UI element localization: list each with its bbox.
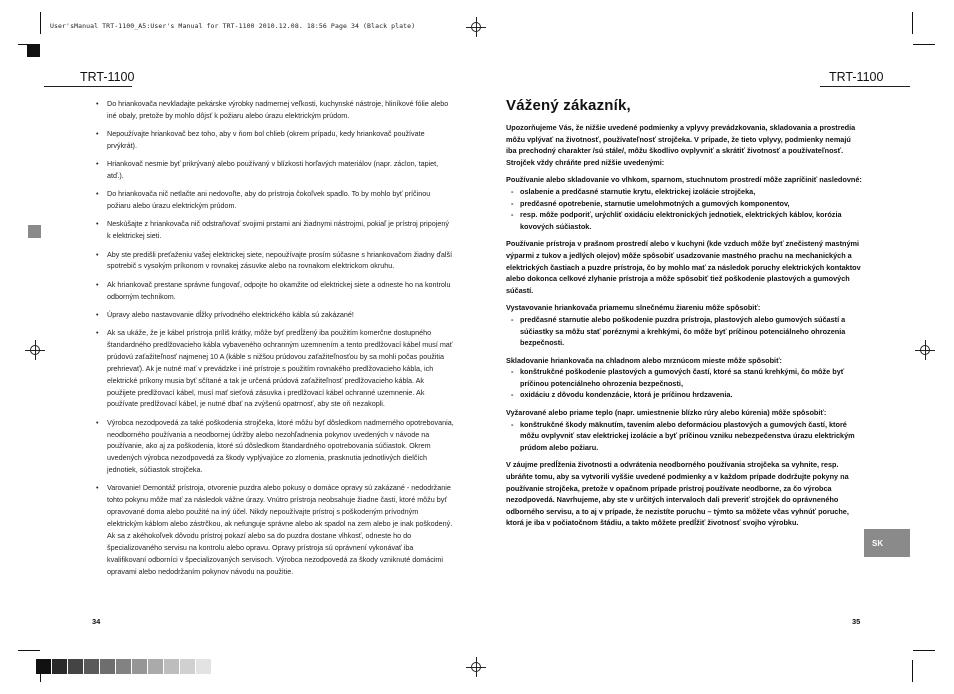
condition-section <box>506 355 862 401</box>
list-item: • Do hriankovača nevkladajte pekárske výrobky nadmernej veľkosti, kuchynské nástroje, hliníkové fólie alebo iné obaly, pretože by mohlo dôjsť k požiaru alebo úrazu elektrickým prúdom. <box>96 99 449 120</box>
condition-section <box>506 407 862 453</box>
list-item: • Aby ste predišli preťaženiu vašej elektrickej siete, nepoužívajte prosím súčasne s hriankovačom žiadny ďalší spotrebič s vysokým príkonom v rovnakej zásuvke alebo na rovnakom elektrickom okruhu. <box>96 249 453 271</box>
color-swatch <box>164 659 179 674</box>
crop-mark <box>40 12 41 34</box>
color-swatch <box>100 659 115 674</box>
crop-mark <box>912 12 913 34</box>
color-swatch <box>148 659 163 674</box>
print-slug: User'sManual TRT-1100_A5:User's Manual for TRT-1100 2010.12.08. 18:56 Page 34 (Black plate) <box>50 22 416 30</box>
list-item: • Do hriankovača nič netlačte ani nedovoľte, aby do prístroja čokoľvek spadlo. To by mohlo byť príčinou požiaru alebo úrazu elektrickým prúdom. <box>96 189 431 211</box>
list-item: - konštrukčné škody mäknutím, tavením alebo deformáciou plastových a gumových častí, ktoré môžu ovplyvniť stav elektrickej izolácie a byť príčinou vzniku nebezpečenstva úrazu elektrickým prúdom alebo požiaru. <box>511 419 855 452</box>
safety-list <box>96 98 454 578</box>
right-page-body <box>506 96 862 535</box>
color-bar-square <box>27 44 40 57</box>
color-swatch <box>196 659 211 674</box>
registration-mark-icon <box>469 20 483 34</box>
condition-list <box>506 186 862 232</box>
color-swatch <box>68 659 83 674</box>
left-page-body <box>96 98 454 584</box>
condition-list <box>506 419 862 454</box>
registration-mark-icon <box>28 343 42 357</box>
condition-section <box>506 302 862 348</box>
list-item: - predčasné opotrebenie, starnutie umelohmotných a gumových komponentov, <box>511 198 790 208</box>
section-title: Vyžarované alebo priame teplo (napr. umiestnenie blízko rúry alebo kúrenia) môže spôsobiť: <box>506 408 827 418</box>
list-item: • Výrobca nezodpovedá za také poškodenia strojčeka, ktoré môžu byť dôsledkom nadmerného opotrebovania, neodborného používania a neodbornej údržby alebo nezohľadnenia pokynov uvedených v návode na používanie, ako aj za poškodenia, ktoré sú dôsledkom štandardného opotrebovania súčiastok. Okrem uvedených výrobca nezodpovedá za škody vyplývajúce zo zlomenia, prasknutia jednotlivých dielčích jednotiek, súčiastok strojčeka. <box>96 417 454 475</box>
crop-mark <box>18 650 40 651</box>
crop-mark <box>913 650 935 651</box>
page-number-right: 35 <box>852 617 861 626</box>
page-number-left: 34 <box>92 617 101 626</box>
header-rule <box>820 86 910 87</box>
section-title: Skladovanie hriankovača na chladnom alebo mrznúcom mieste môže spôsobiť: <box>506 355 782 365</box>
list-item: • Úpravy alebo nastavovanie dĺžky prívodného elektrického kábla sú zakázané! <box>96 309 354 319</box>
list-item: - resp. môže podporiť, urýchliť oxidáciu elektronických jednotiek, elektrických káblov, korózia kovových súčiastok. <box>511 210 842 231</box>
section-title: Vystavovanie hriankovača priamemu slnečnému žiareniu môže spôsobiť: <box>506 303 761 313</box>
list-item: - oxidáciu z dôvodu kondenzácie, ktorá je príčinou hrdzavenia. <box>511 390 733 400</box>
condition-section <box>506 174 862 232</box>
list-item: • Ak hriankovač prestane správne fungovať, odpojte ho okamžite od elektrickej siete a odneste ho na kontrolu odborným technikom. <box>96 279 451 301</box>
color-swatch <box>52 659 67 674</box>
list-item: • Hriankovač nesmie byť prikrývaný alebo používaný v blízkosti horľavých materiálov (napr. záclon, tapiet, atď.). <box>96 159 439 181</box>
intro-paragraph: Upozorňujeme Vás, že nižšie uvedené podmienky a vplyvy prevádzkovania, skladovania a prostredia môžu vplývať na životnosť, používateľnosť strojčeka. V prípade, že tieto vplyvy, podmienky nemajú iba prechodný charakter /sú stále/, môžu škodlivo ovplyvniť a skrátiť životnosť a používateľnosť. Strojček vždy chráňte pred nižšie uvedenými: <box>506 123 856 167</box>
color-swatch <box>84 659 99 674</box>
right-model-title: TRT-1100 <box>829 70 884 84</box>
list-item: • Neskúšajte z hriankovača nič odstraňovať svojimi prstami ani žiadnymi nástrojmi, pokiaľ je prístroj pripojený k elektrickej sieti. <box>96 219 449 241</box>
closing-paragraph: V záujme predĺženia životnosti a odvrátenia neodborného používania strojčeka sa vyhnite, resp. ubráňte tomu, aby sa vytvorili vyššie uvedené podmienky a v každom prípade dodržujte pokyny na používanie strojčeka, pretože v opačnom prípade prístroj používate neodborne, za čo výrobca nezodpovedá. Navrhujeme, aby ste v určitých intervaloch dali preveriť strojček do oprávneného odborného servisu, a to aj v prípade, že nezistíte poruchu – týmto sa môžete včas vyhnúť poruche, ktorá je iba v počiatočnom štádiu, a takto môžete predĺžiť životnosť svojho výrobku. <box>506 460 849 528</box>
left-model-title: TRT-1100 <box>80 70 135 84</box>
condition-list <box>506 314 862 349</box>
registration-mark-icon <box>918 343 932 357</box>
color-swatch <box>132 659 147 674</box>
condition-list <box>506 366 862 401</box>
page-heading: Vážený zákazník, <box>506 97 631 114</box>
color-swatch <box>180 659 195 674</box>
crop-mark <box>912 660 913 682</box>
crop-mark <box>913 44 935 45</box>
list-item: • Ak sa ukáže, že je kábel prístroja príliš krátky, môže byť predĺžený iba použitím komerčne dostupného štandardného predlžovacieho kábla vybaveného ochranným uzemnením a tento predlžovací kábel musí mať prúdovú zaťažiteľnosť najmenej 10 A (káble s nižšou prúdovou zaťažiteľnosťou by sa mohli počas použitia prehrievať). Ak je nutné mať v prevádzke i iné prístroje s použitím rovnakého predlžovacieho kábla, ich elektrické príkony musia byť sčítané a tak je určená prúdová zaťažiteľnosť predlžovacieho kábla. Ak použijete predlžovací kábel, musí mať sieťová zásuvka i predlžovací kábel ochranné uzemnenie. Ak používate predlžovací kábel, je nutné dbať na zvýšenú opatrnosť, aby ste oň nezakopli. <box>96 327 453 409</box>
color-swatch <box>116 659 131 674</box>
list-item: - konštrukčné poškodenie plastových a gumových častí, ktoré sa stanú krehkými, čo môže byť príčinou potenciálneho ohrozenia bezpečnosti, <box>511 367 845 388</box>
side-marker <box>28 225 41 238</box>
condition-section <box>506 238 862 296</box>
header-rule <box>44 86 132 87</box>
list-item: • Varovanie! Demontáž prístroja, otvorenie puzdra alebo pokusy o domáce opravy sú zakázané - nedodržanie tohto pokynu môže mať za následok vážne úrazy. Vnútro prístroja neobsahuje žiadne časti, ktoré môžu byť opravované doma alebo použité na iný účel. Nikdy nepoužívajte prístroj s poškodeným prívodným elektrickým káblom alebo zástrčkou, ak nefunguje správne alebo ak spadol na zem alebo je inak poškodený. Ak sa z akéhokoľvek dôvodu prístroj pokazí alebo sa do puzdra dostane vlhkosť, odneste ho do špecializovaného servisu na kontrolu alebo opravu. Opravy prístroja sú oprávnení vykonávať iba kvalifikovaní odborníci v špecializovaných servisoch. Výrobca nezodpovedá za škody vzniknuté domácimi opravami alebo nedodržaním pokynov návodu na použitie. <box>96 483 453 576</box>
registration-mark-icon <box>469 660 483 674</box>
list-item: - oslabenie a predčasné starnutie krytu, elektrickej izolácie strojčeka, <box>511 186 756 196</box>
section-title: Používanie prístroja v prašnom prostredí alebo v kuchyni (kde vzduch môže byť znečistený mastnými výparmi z tukov a jedlých olejov) môže spôsobiť usadzovanie mastného prachu na mechanických a elektrických častiach a puzdre prístroja, čo by mohlo mať za následok poruchy elektrických kontaktov alebo dokonca celkové zlyhanie prístroja a môže spôsobiť tiež poškodenie plastových a gumových súčastí. <box>506 239 861 295</box>
list-item: - predčasné starnutie alebo poškodenie puzdra prístroja, plastových alebo gumových súčastí a súčiastky sa môžu stať poréznymi a krehkými, čo môže byť príčinou potenciálneho ohrozenia bezpečnosti. <box>511 314 846 348</box>
section-title: Používanie alebo skladovanie vo vlhkom, sparnom, stuchnutom prostredí môže zapríčiniť nasledovné: <box>506 175 862 185</box>
language-tab: SK <box>864 529 910 557</box>
color-swatch <box>36 659 51 674</box>
list-item: • Nepoužívajte hriankovač bez toho, aby v ňom bol chlieb (okrem prípadu, kedy hriankovač používate prvýkrát). <box>96 129 425 151</box>
